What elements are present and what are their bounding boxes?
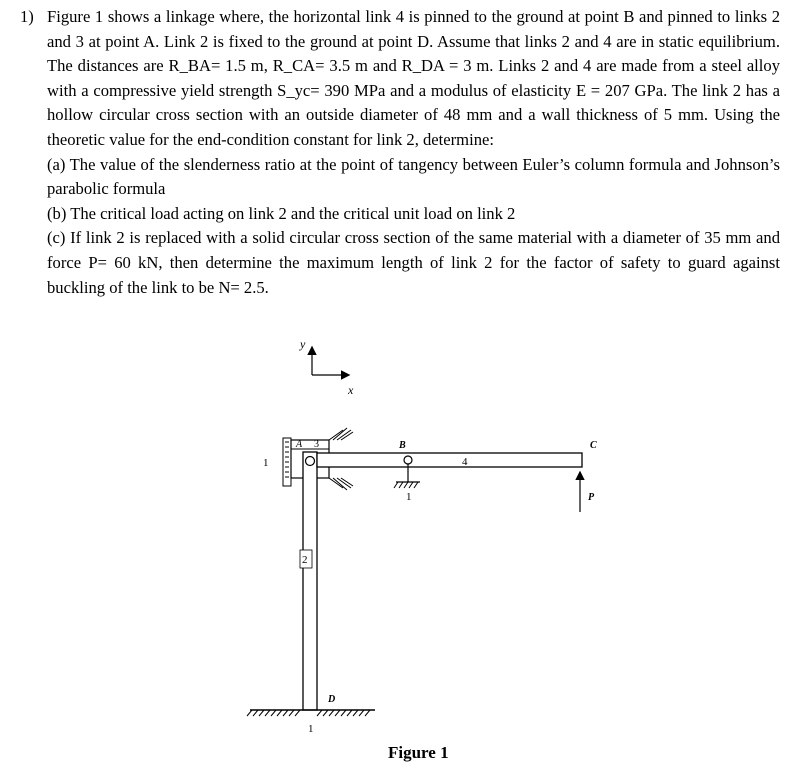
problem-1 (20, 5, 780, 300)
point-C-label: C (590, 440, 597, 451)
left-ground-wall (263, 438, 291, 486)
link-4-bar (317, 440, 597, 468)
linkage-svg (230, 330, 630, 740)
link-2-column (300, 452, 317, 710)
ground-label-D: 1 (308, 723, 314, 735)
figure-1-linkage-diagram (230, 330, 630, 740)
problem-statement: Figure 1 shows a linkage where, the horizontal link 4 is pinned to the ground at point B and pinned to links 2 and 3 at point A. Link 2 is fixed to the ground at point D. Assume that links 2 and 4 are in static equilibrium. The distances are R_BA= 1.5 m, R_CA= 3.5 m and R_DA = 3 m. Links 2 and 4 are made from a steel alloy with a compressive yield strength S_yc= 390 MPa and a modulus of elasticity E = 207 GPa. The link 2 has a hollow circular cross section with an outside diameter of 48 mm and a wall thickness of 5 mm. Using the theoretic value for the end-condition constant for link 2, determine: (47, 7, 780, 149)
ground-label-left: 1 (263, 457, 269, 469)
link-2-label: 2 (302, 554, 308, 566)
force-P-label: P (588, 492, 595, 503)
x-axis-label: x (348, 383, 354, 397)
problem-number: 1) (20, 7, 34, 26)
pin-B (404, 456, 412, 464)
part-a: (a) The value of the slenderness ratio at the point of tangency between Euler’s column formula and Johnson’s parabolic formula (47, 154, 780, 199)
point-B-label: B (399, 440, 406, 451)
pin-A (306, 457, 315, 466)
link-4-label: 4 (462, 456, 468, 468)
axes (299, 337, 354, 397)
link-3-label: 3 (314, 439, 319, 450)
point-D-label: D (328, 694, 336, 705)
force-P (580, 473, 595, 512)
point-A-label: A (296, 439, 303, 450)
y-axis-label: y (300, 337, 306, 351)
ground-label-B: 1 (406, 491, 412, 503)
figure-caption: Figure 1 (388, 743, 449, 762)
problem-body (47, 5, 780, 300)
part-b: (b) The critical load acting on link 2 and the critical unit load on link 2 (47, 203, 516, 223)
part-c: (c) If link 2 is replaced with a solid circular cross section of the same material with a diameter of 35 mm and force P= 60 kN, then determine the maximum length of link 2 for the factor of safety to guard against buckling of the link to be N= 2.5. (47, 228, 780, 297)
